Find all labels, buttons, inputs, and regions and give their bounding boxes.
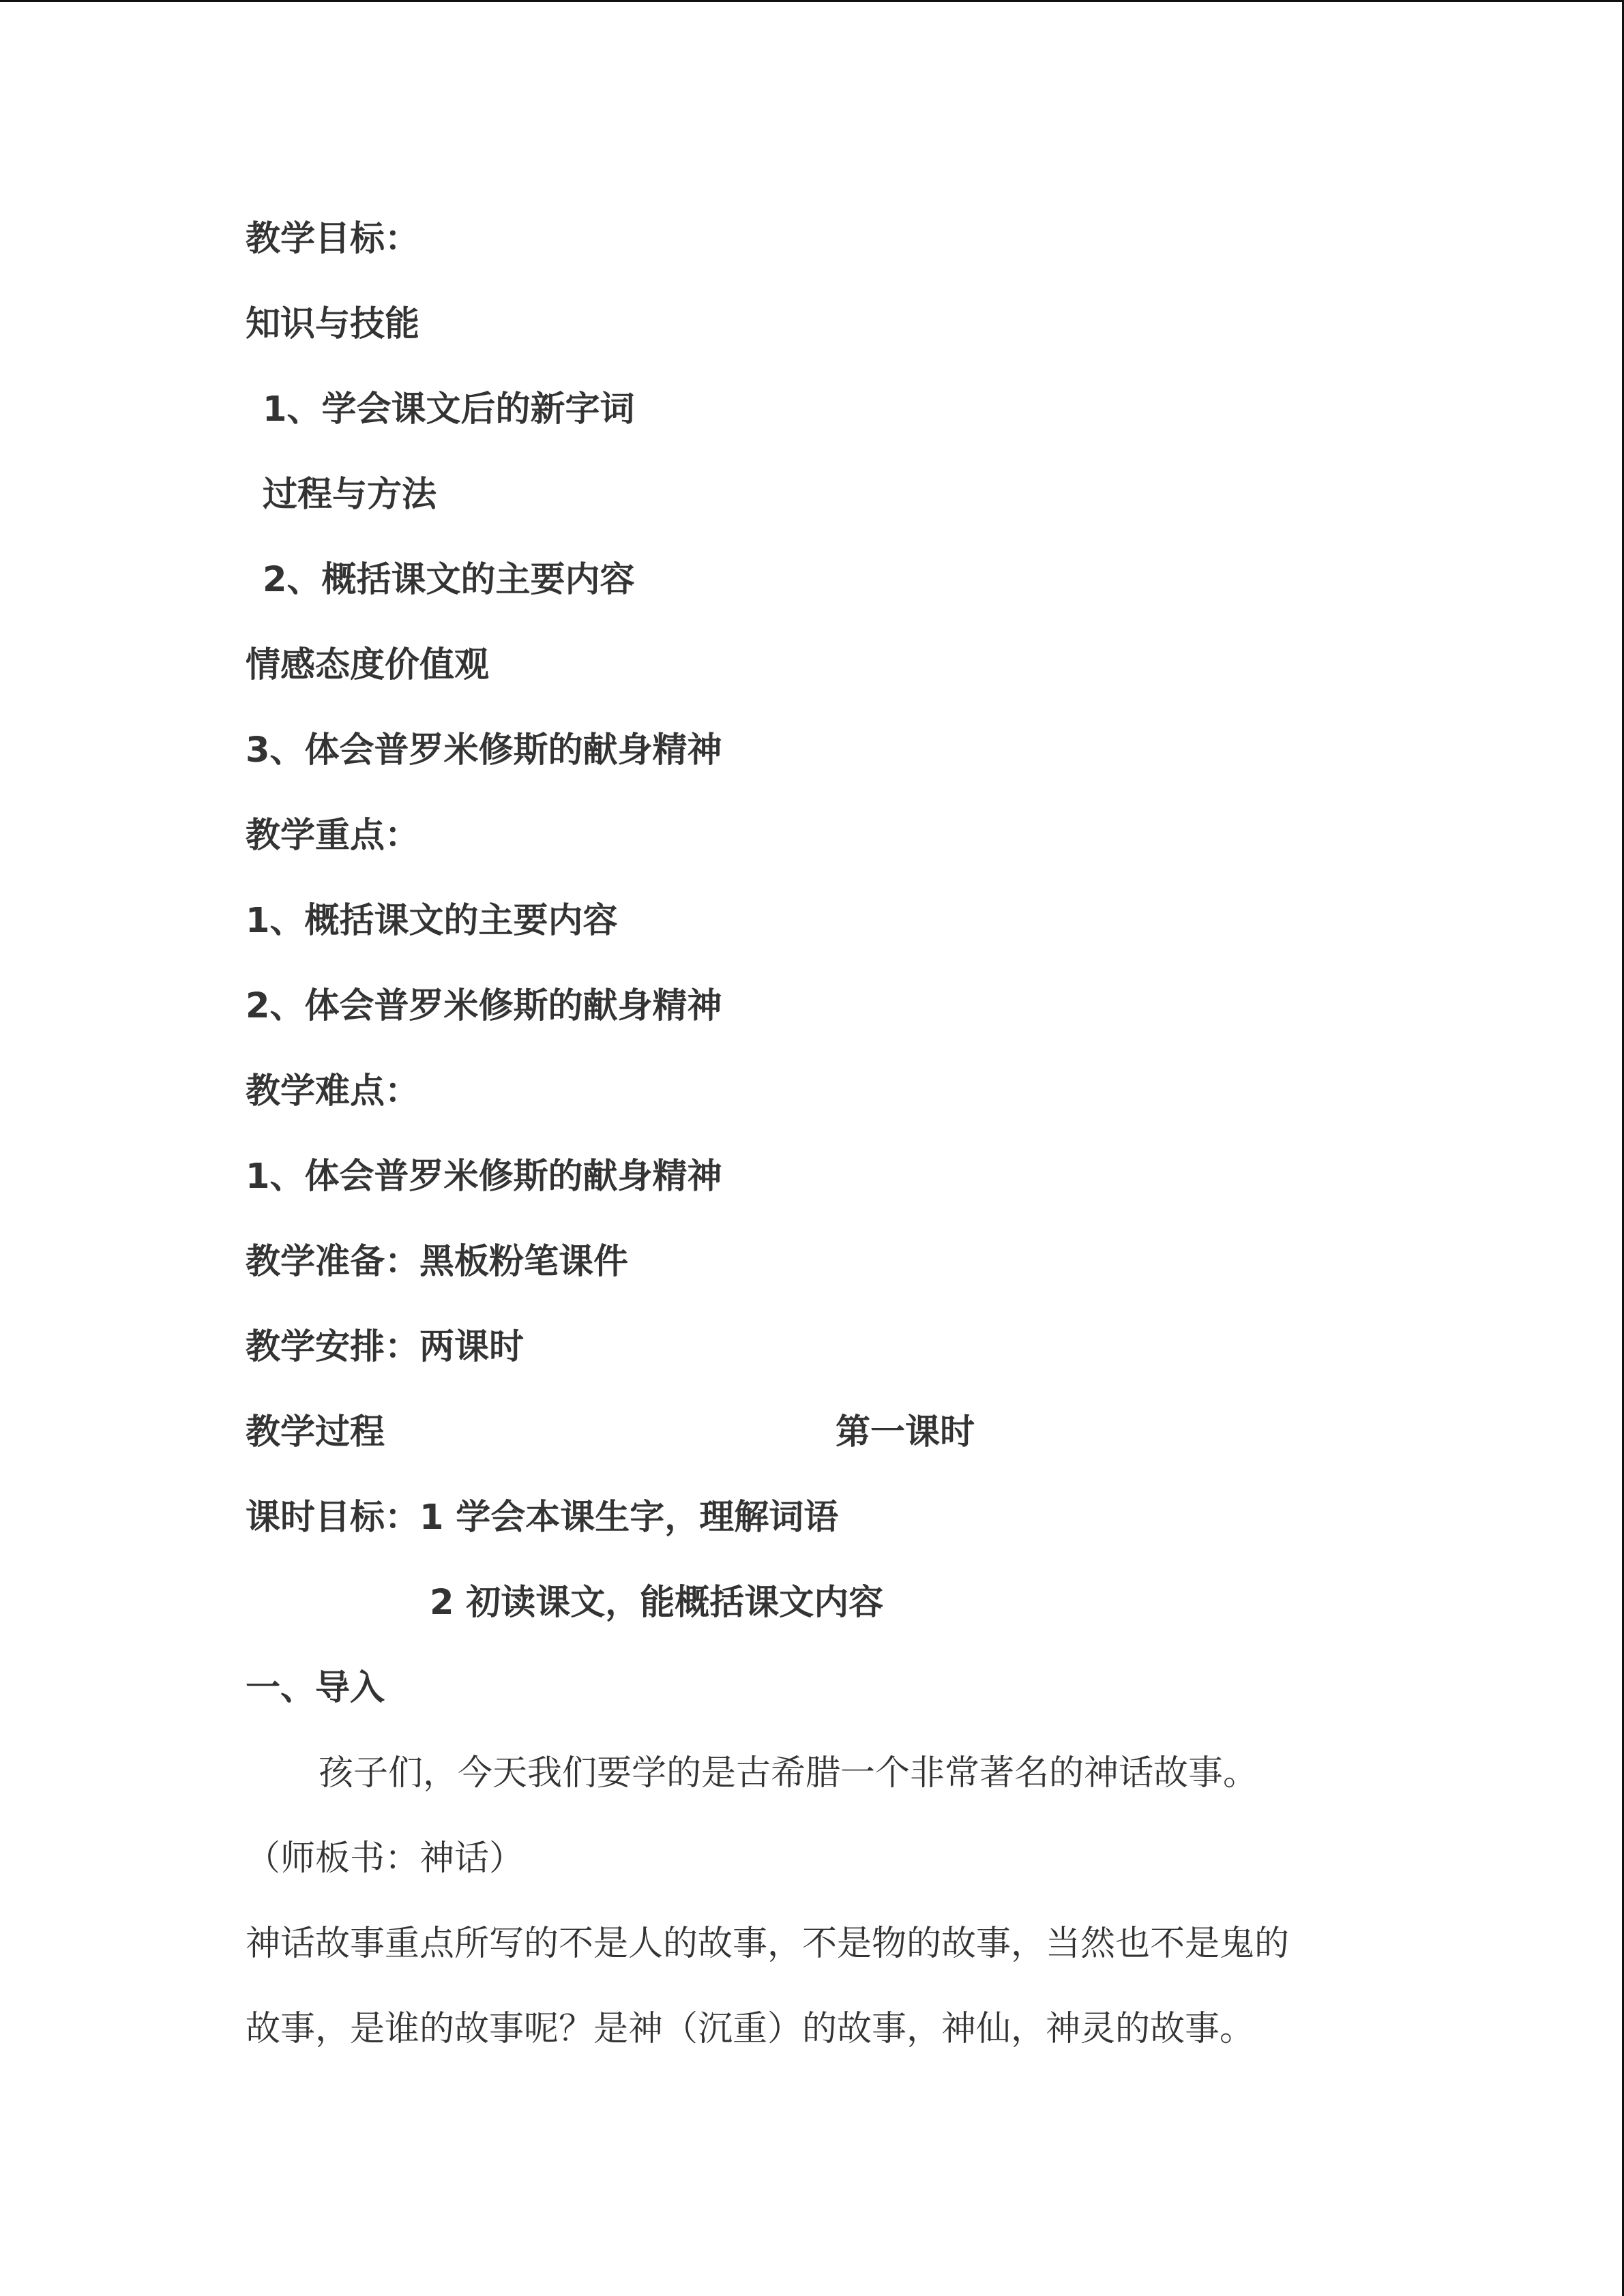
- lesson-objectives: 课时目标：1 学会本课生字，理解词语: [246, 1497, 839, 1538]
- blackboard-note: （师板书：神话）: [246, 1838, 525, 1879]
- objective-item-2: 2、概括课文的主要内容: [263, 560, 635, 600]
- focus-item-1: 1、概括课文的主要内容: [246, 901, 618, 941]
- teaching-preparation: 教学准备：黑板粉笔课件: [246, 1242, 629, 1282]
- intro-paragraph: 孩子们，今天我们要学的是古希腊一个非常著名的神话故事。: [319, 1753, 1258, 1793]
- teaching-arrangement: 教学安排：两课时: [246, 1327, 525, 1367]
- section-introduction: 一、导入: [246, 1668, 385, 1708]
- objective-item-1: 1、学会课文后的新字词: [263, 389, 635, 430]
- heading-teaching-difficulty: 教学难点：: [246, 1071, 420, 1112]
- heading-teaching-process: 教学过程: [246, 1412, 385, 1452]
- heading-teaching-objectives: 教学目标：: [246, 219, 420, 259]
- objective-item-3: 3、体会普罗米修斯的献身精神: [246, 730, 722, 771]
- heading-teaching-focus: 教学重点：: [246, 816, 420, 856]
- lesson-objective-2: 2 初读课文，能概括课文内容: [430, 1583, 884, 1623]
- subheading-process-methods: 过程与方法: [263, 475, 437, 515]
- focus-item-2: 2、体会普罗米修斯的献身精神: [246, 986, 722, 1026]
- lesson-one-label: 第一课时: [836, 1412, 975, 1452]
- subheading-emotion-values: 情感态度价值观: [246, 645, 490, 685]
- myth-paragraph-line-2: 故事，是谁的故事呢？是神（沉重）的故事，神仙，神灵的故事。: [246, 2009, 1255, 2049]
- myth-paragraph-line-1: 神话故事重点所写的不是人的故事，不是物的故事，当然也不是鬼的: [246, 1924, 1290, 1964]
- subheading-knowledge-skills: 知识与技能: [246, 304, 420, 344]
- difficulty-item-1: 1、体会普罗米修斯的献身精神: [246, 1157, 722, 1197]
